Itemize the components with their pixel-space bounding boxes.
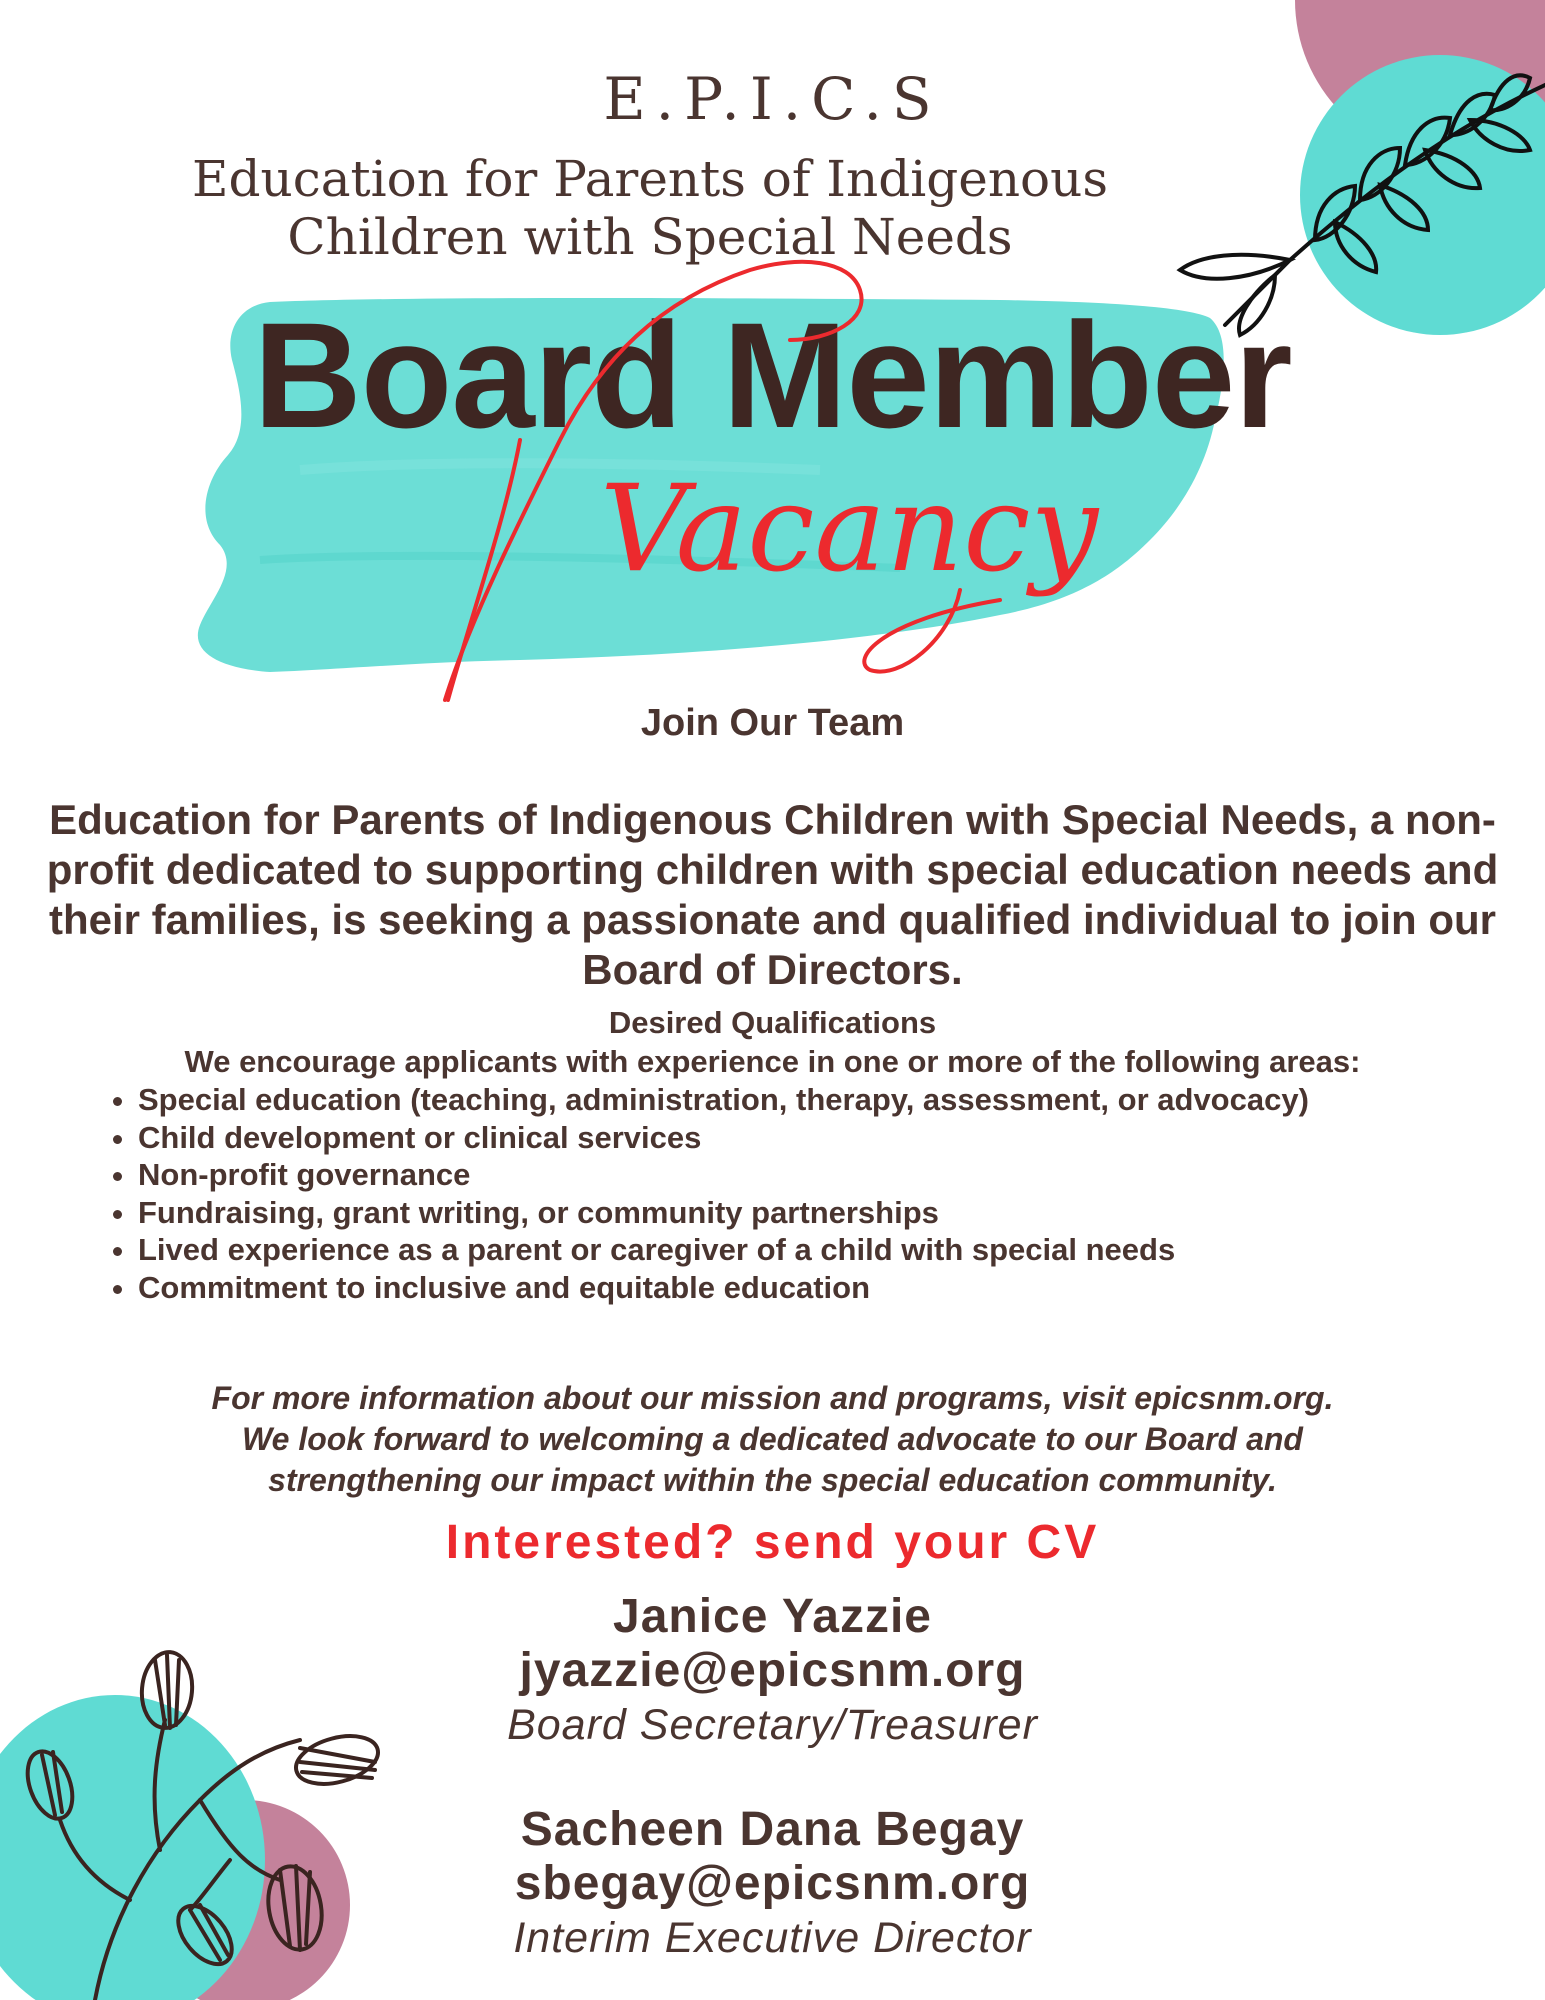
closing-line-2: We look forward to welcoming a dedicated advocate to our Board and xyxy=(242,1421,1303,1457)
contact-email[interactable]: sbegay@epicsnm.org xyxy=(514,1857,1031,1910)
vacancy-script-text: Vacancy xyxy=(600,460,1099,599)
closing-paragraph xyxy=(0,1378,1545,1501)
org-name-line-2: Children with Special Needs xyxy=(287,208,1013,266)
qualifications-intro: We encourage applicants with experience in one or more of the following areas: xyxy=(184,1044,1361,1079)
org-name-line-1: Education for Parents of Indigenous xyxy=(192,150,1108,208)
list-item: • Child development or clinical services xyxy=(138,1119,1438,1157)
contact-card-1 xyxy=(0,1590,1545,1752)
org-acronym: E.P.I.C.S xyxy=(603,65,942,133)
contact-name: Sacheen Dana Begay xyxy=(520,1803,1025,1856)
contact-card-2 xyxy=(0,1803,1545,1965)
intro-paragraph: Education for Parents of Indigenous Children with Special Needs, a non-profit dedicated to supporting children with special education needs and their families, is seeking a passionate and qualified individual to join our Board of Directors. xyxy=(46,796,1499,993)
list-item: • Non-profit governance xyxy=(138,1156,1438,1194)
list-item: • Lived experience as a parent or caregiver of a child with special needs xyxy=(138,1231,1438,1269)
contact-role: Board Secretary/Treasurer xyxy=(507,1701,1038,1749)
contact-role: Interim Executive Director xyxy=(513,1914,1032,1962)
headline-title: Board Member xyxy=(253,291,1292,459)
closing-line-1: For more information about our mission and programs, visit epicsnm.org. xyxy=(211,1380,1334,1416)
contact-name: Janice Yazzie xyxy=(613,1590,932,1643)
qualifications-list xyxy=(100,1081,1438,1306)
call-to-action: Interested? send your CV xyxy=(445,1516,1100,1569)
list-item: • Commitment to inclusive and equitable education xyxy=(138,1269,1438,1307)
closing-line-3: strengthening our impact within the special education community. xyxy=(268,1462,1277,1498)
join-heading: Join Our Team xyxy=(640,702,905,744)
list-item: • Special education (teaching, administration, therapy, assessment, or advocacy) xyxy=(138,1081,1438,1119)
qualifications-title: Desired Qualifications xyxy=(608,1005,937,1040)
contact-email[interactable]: jyazzie@epicsnm.org xyxy=(519,1644,1026,1697)
list-item: • Fundraising, grant writing, or community partnerships xyxy=(138,1194,1438,1232)
